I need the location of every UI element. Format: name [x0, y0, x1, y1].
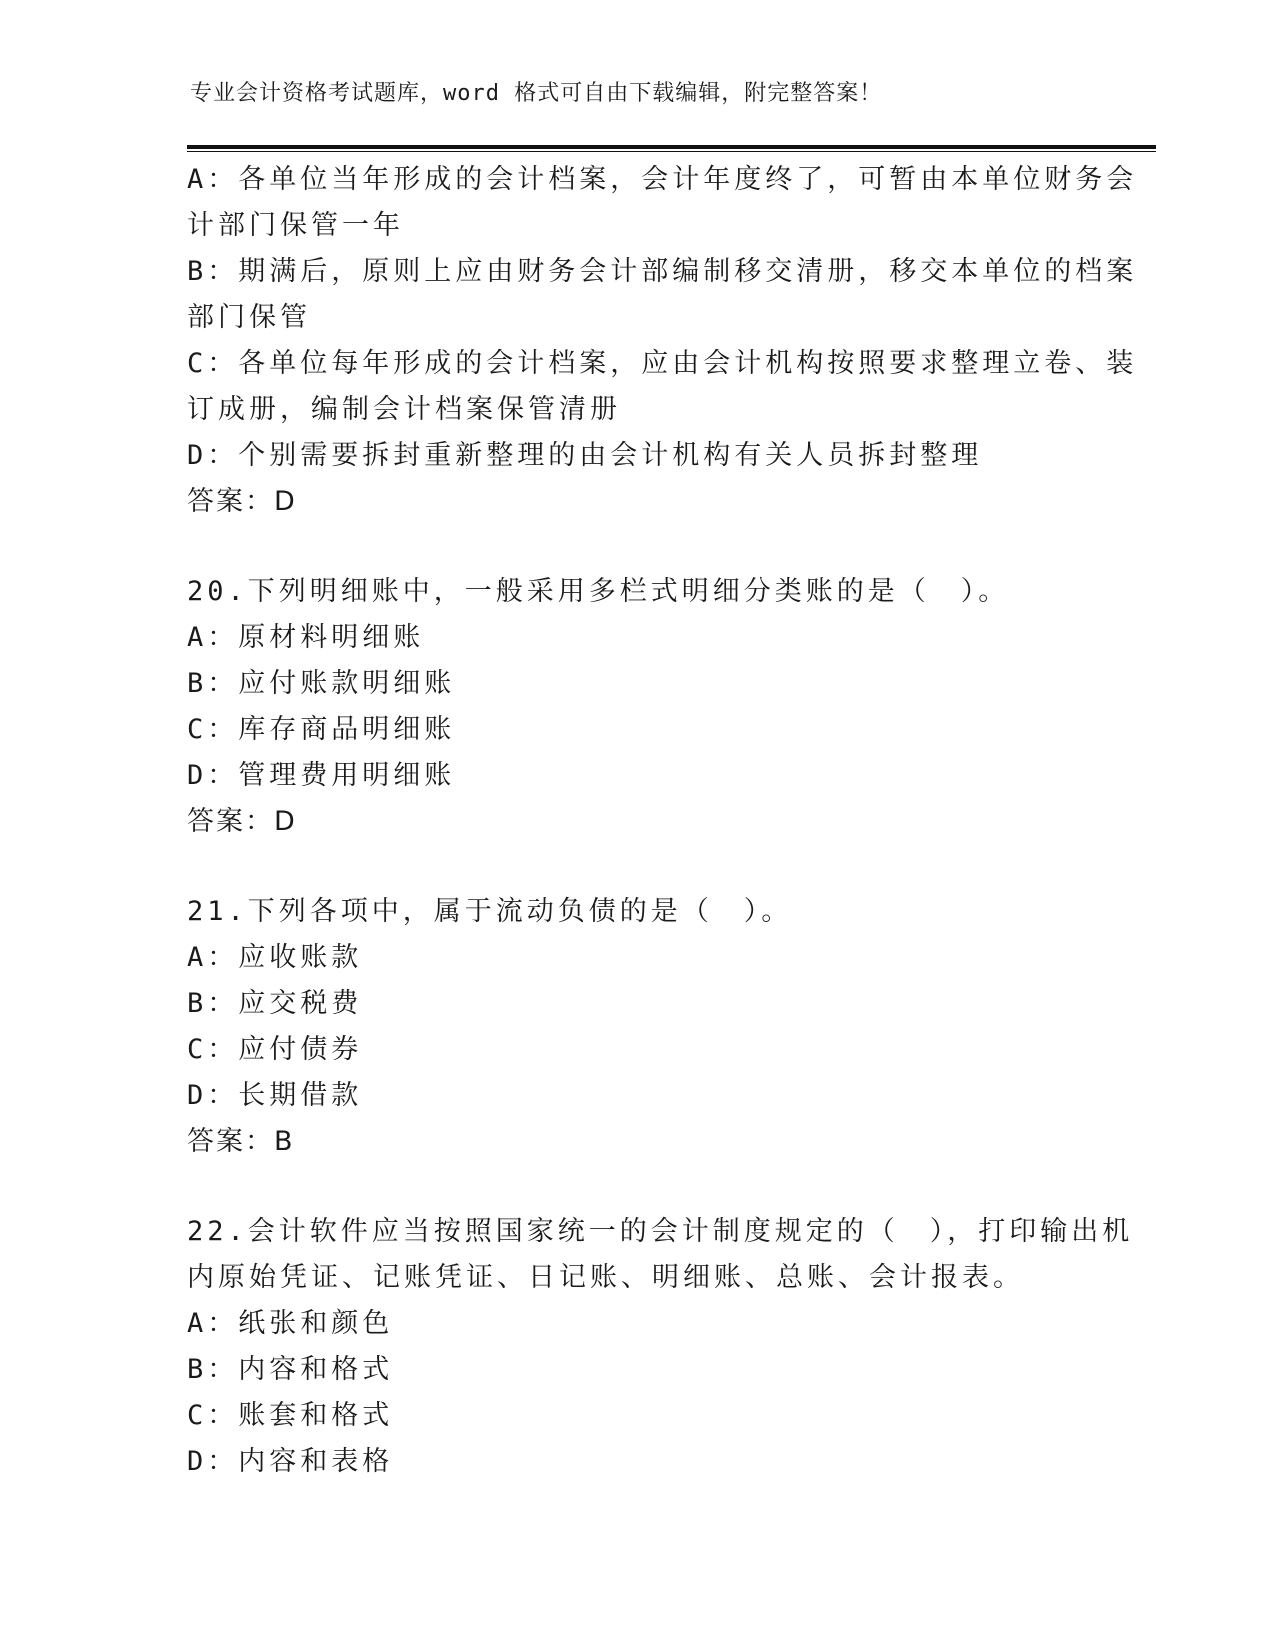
block-spacer [187, 525, 1087, 569]
answer-label: 答案：B [187, 1126, 295, 1157]
option-b: B：期满后，原则上应由财务会计部编制移交清册，移交本单位的档案 [187, 256, 1138, 287]
question-block [187, 1209, 1134, 1485]
option-c: C：账套和格式 [187, 1400, 394, 1431]
option-a: A：应收账款 [187, 942, 363, 973]
option-c: C：各单位每年形成的会计档案，应由会计机构按照要求整理立卷、装 [187, 348, 1138, 379]
question-stem: 21.下列各项中，属于流动负债的是（ ）。 [187, 896, 793, 927]
block-spacer [187, 845, 1087, 889]
option-c: C：应付债券 [187, 1034, 363, 1065]
page-header: 专业会计资格考试题库，word 格式可自由下载编辑，附完整答案！ [190, 81, 883, 106]
option-a: A：各单位当年形成的会计档案，会计年度终了，可暂由本单位财务会 [187, 164, 1138, 195]
question-block [187, 569, 1087, 845]
question-stem-cont: 内原始凭证、记账凭证、日记账、明细账、总账、会计报表。 [187, 1262, 1024, 1293]
answer-label: 答案：D [187, 486, 297, 517]
option-a-cont: 计部门保管一年 [187, 210, 404, 241]
option-d: D：管理费用明细账 [187, 760, 456, 791]
option-c: C：库存商品明细账 [187, 714, 456, 745]
question-block [187, 157, 1138, 525]
question-stem: 20.下列明细账中，一般采用多栏式明细分类账的是（ ）。 [187, 576, 1010, 607]
option-a: A：纸张和颜色 [187, 1308, 394, 1339]
option-b: B：应付账款明细账 [187, 668, 456, 699]
block-spacer [187, 1165, 1087, 1209]
question-stem: 22.会计软件应当按照国家统一的会计制度规定的（ ），打印输出机 [187, 1216, 1134, 1247]
header-rule [187, 145, 1156, 149]
option-c-cont: 订成册，编制会计档案保管清册 [187, 394, 621, 425]
option-b: B：应交税费 [187, 988, 363, 1019]
answer-label: 答案：D [187, 806, 297, 837]
question-block [187, 889, 1087, 1165]
option-b: B：内容和格式 [187, 1354, 394, 1385]
option-b-cont: 部门保管 [187, 302, 311, 333]
option-d: D：长期借款 [187, 1080, 363, 1111]
question-content [187, 157, 1138, 1485]
header-rule-thin [187, 151, 1156, 152]
option-a: A：原材料明细账 [187, 622, 425, 653]
option-d: D：个别需要拆封重新整理的由会计机构有关人员拆封整理 [187, 440, 983, 471]
option-d: D：内容和表格 [187, 1446, 394, 1477]
